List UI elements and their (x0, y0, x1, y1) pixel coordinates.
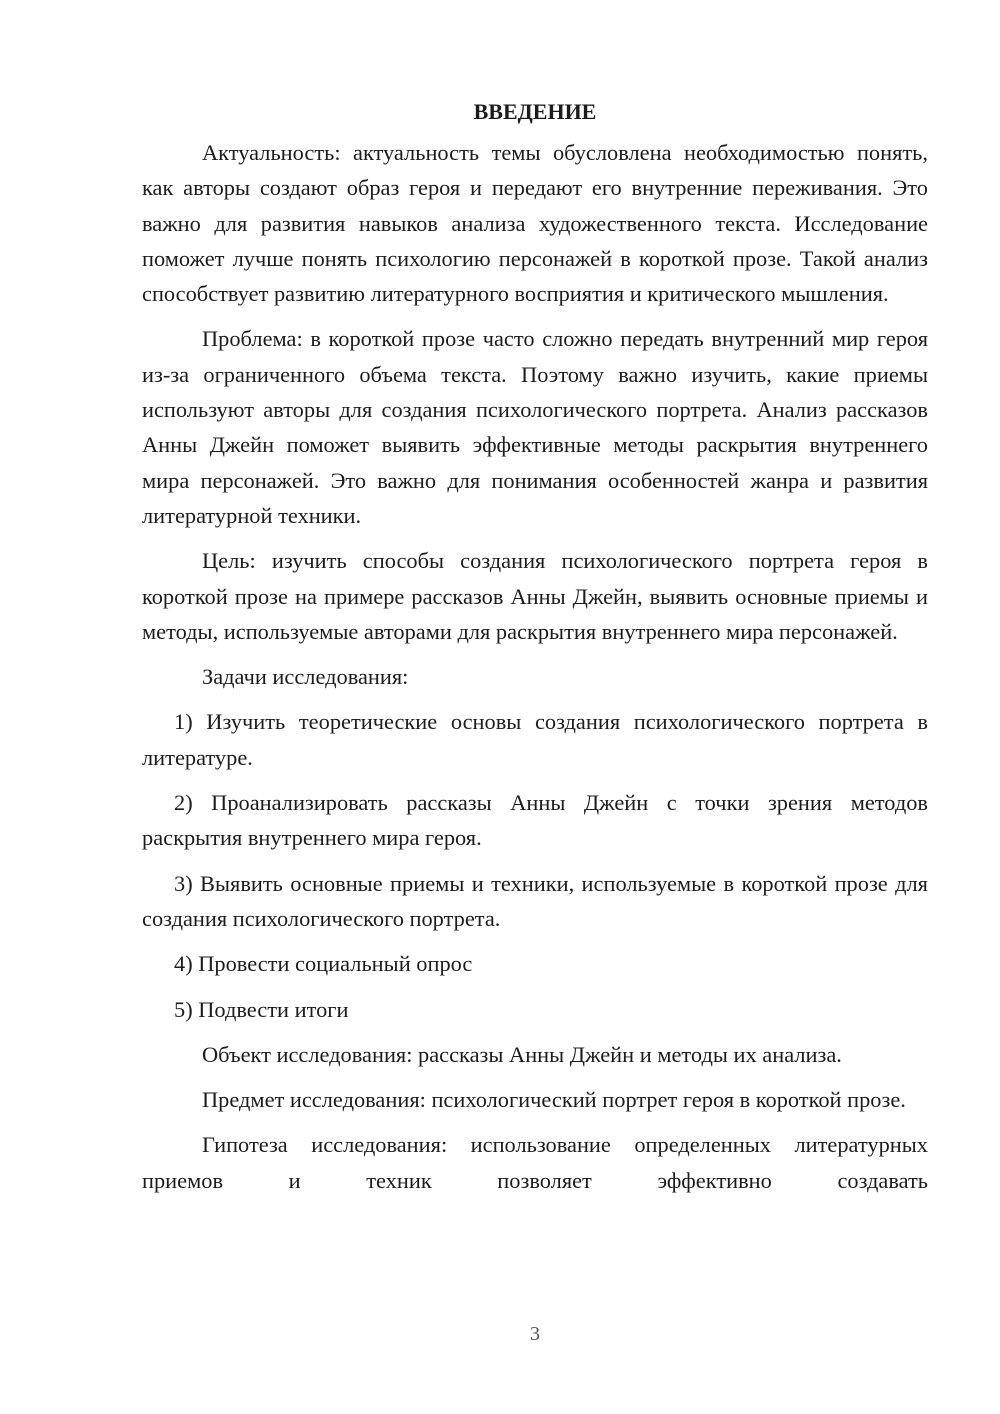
page-number: 3 (530, 1323, 540, 1345)
paragraph-hypothesis: Гипотеза исследования: использование определенных литературных приемов и техник позволяет эффективно создавать (142, 1132, 928, 1193)
task-item-1: 1) Изучить теоретические основы создания психологического портрета в литературе. (142, 709, 928, 770)
paragraph-problem: Проблема: в короткой прозе часто сложно передать внутренний мир героя из-за ограниченного объема текста. Поэтому важно изучить, какие приемы используют авторы для создания психологического портрета. Анализ рассказов Анны Джейн поможет выявить эффективные методы раскрытия внутреннего мира персонажей. Это важно для понимания особенностей жанра и развития литературной техники. (142, 326, 928, 528)
paragraph-relevance: Актуальность: актуальность темы обусловлена необходимостью понять, как авторы создают образ героя и передают его внутренние переживания. Это важно для развития навыков анализа художественного текста. Исследование поможет лучше понять психологию персонажей в короткой прозе. Такой анализ способствует развитию литературного восприятия и критического мышления. (142, 140, 928, 307)
task-item-3: 3) Выявить основные приемы и техники, используемые в короткой прозе для создания психологического портрета. (142, 870, 928, 931)
paragraph-tasks-heading: Задачи исследования: (202, 664, 409, 690)
paragraph-object: Объект исследования: рассказы Анны Джейн и методы их анализа. (202, 1041, 842, 1067)
paragraph-goal: Цель: изучить способы создания психологического портрета героя в короткой прозе на примере рассказов Анны Джейн, выявить основные приемы и методы, используемые авторами для раскрытия внутреннего мира персонажей. (142, 548, 928, 644)
page-title: ВВЕДЕНИЕ (473, 99, 597, 124)
paragraph-subject: Предмет исследования: психологический портрет героя в короткой прозе. (202, 1087, 906, 1113)
task-item-5: 5) Подвести итоги (174, 996, 349, 1022)
task-item-2: 2) Проанализировать рассказы Анны Джейн с точки зрения методов раскрытия внутреннего мира героя. (142, 790, 928, 851)
task-item-4: 4) Провести социальный опрос (174, 951, 473, 977)
